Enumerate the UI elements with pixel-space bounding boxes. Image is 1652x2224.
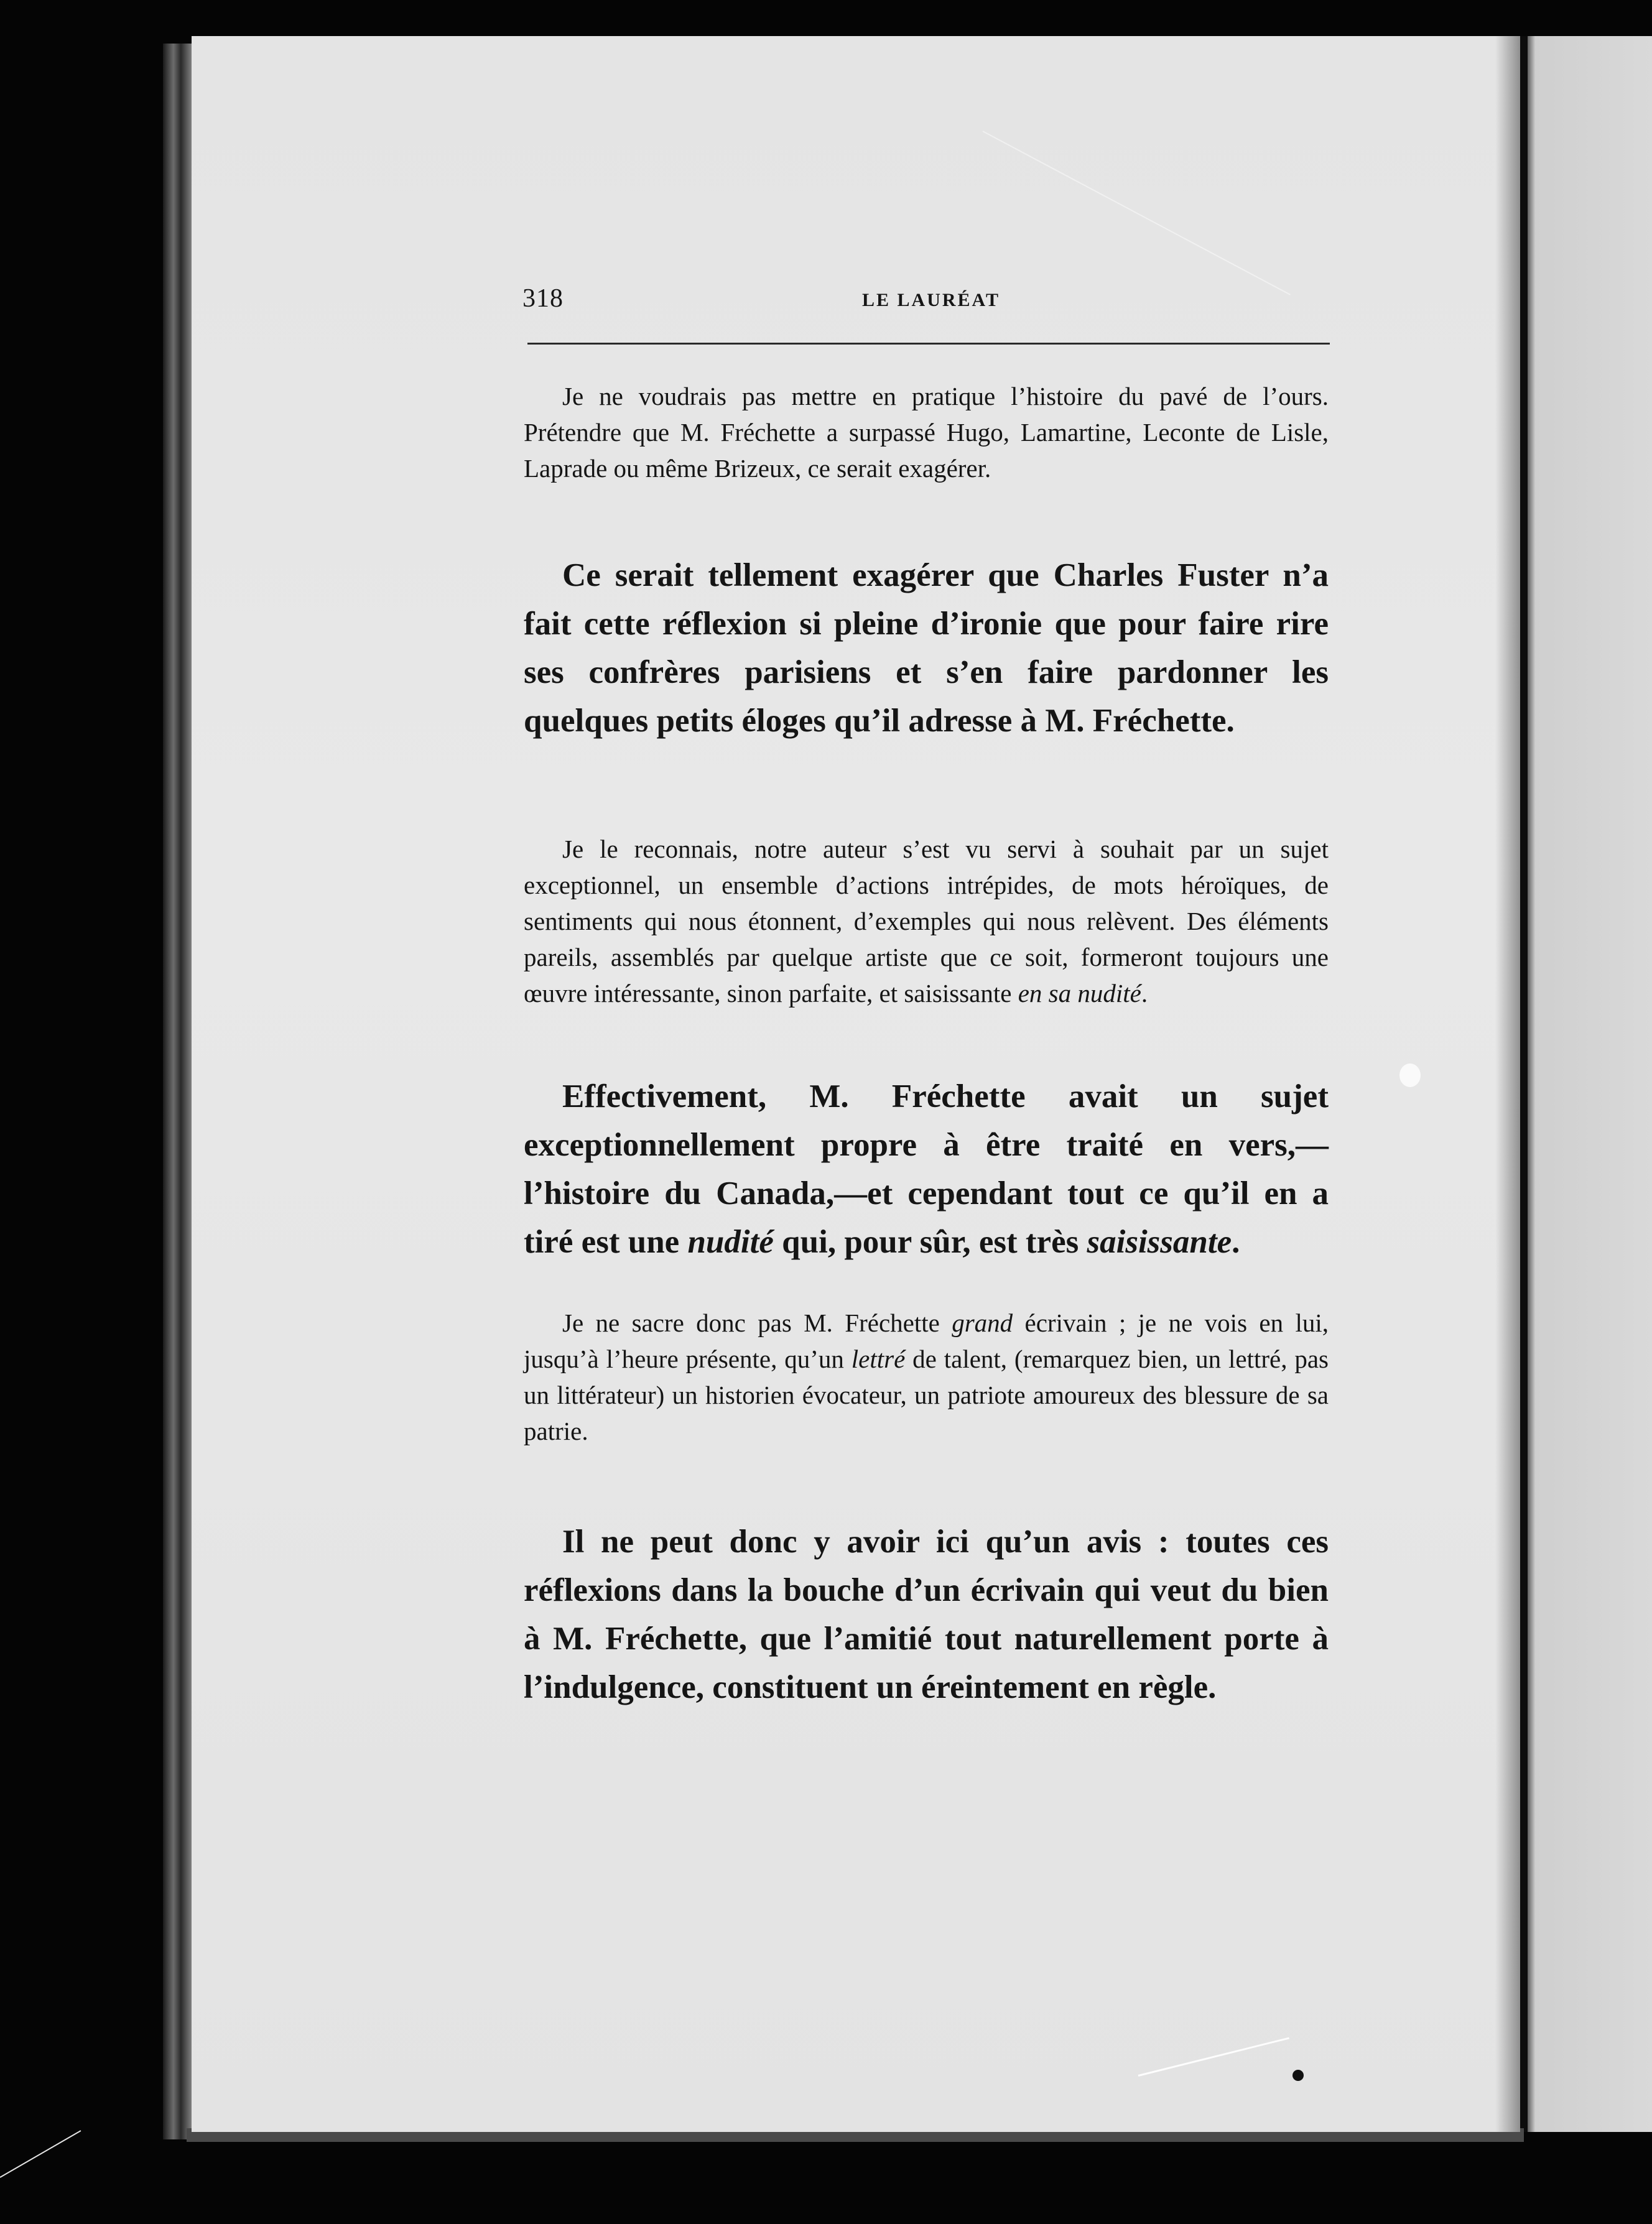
paragraph-4-italic-1: nudité (687, 1224, 774, 1260)
paragraph-4-text-2: qui, pour sûr, est très (773, 1224, 1087, 1260)
paragraph-5-text: Je ne sacre donc pas M. Fréchette (562, 1309, 952, 1337)
paragraph-2 (524, 551, 1329, 745)
page-left-edge (163, 44, 193, 2139)
page-number: 318 (522, 284, 564, 313)
paragraph-3 (524, 831, 1329, 1011)
paragraph-6-text: Il ne peut donc y avoir ici qu’un avis : toutes ces réflexions dans la bouche d’un écrivain qui veut du bien à M. Fréchette, que l’amitié tout naturellement porte à l’indulgence, constituent un éreintement en règle. (524, 1524, 1329, 1705)
paragraph-2-text: Ce serait tellement exagérer que Charles Fuster n’a fait cette réflexion si pleine d’ironie que pour faire rire ses confrères parisiens et s’en faire pardonner les quelques petits éloges qu’il adresse à M. Fréchette. (524, 557, 1329, 739)
header-rule (527, 343, 1330, 345)
paragraph-3-italic: en sa nudité (1018, 979, 1141, 1008)
paragraph-3-text: Je le reconnais, notre auteur s’est vu servi à souhait par un sujet exceptionnel, un ensemble d’actions intrépides, de mots héroïques, de sentiments qui nous étonnent, d’exemples qui nous relèvent. Des éléments pareils, assemblés par quelque artiste que ce soit, formeront toujours une œuvre intéressante, sinon parfaite, et saisissante (524, 835, 1329, 1008)
paragraph-1 (524, 378, 1329, 486)
running-header (522, 279, 1330, 316)
ink-dot (1292, 2070, 1304, 2081)
paragraph-5-text-2: écrivain ; je ne vois en lui, jusqu’à l’heure présente, qu’un (524, 1309, 1329, 1373)
paragraph-5-italic-2: lettré (851, 1345, 906, 1373)
paragraph-4-italic-2: saisissante (1087, 1224, 1232, 1260)
paragraph-5 (524, 1305, 1329, 1449)
film-speck (1399, 1063, 1421, 1087)
facing-page-edge (1525, 36, 1652, 2132)
paragraph-6 (524, 1517, 1329, 1712)
paragraph-4 (524, 1072, 1329, 1266)
paragraph-4-end: . (1232, 1224, 1240, 1260)
paragraph-5-italic-1: grand (952, 1309, 1013, 1337)
paragraph-5-end: de talent, (remarquez bien, un lettré, pas un littérateur) un historien évocateur, un patriote amoureux des blessure de sa patrie. (524, 1345, 1329, 1445)
paragraph-3-end: . (1141, 979, 1148, 1008)
film-scratch (0, 2130, 81, 2178)
paragraph-4-text: Effectivement, M. Fréchette avait un sujet exceptionnellement propre à être traité en vers,—l’histoire du Canada,—et cependant tout ce qu’il en a tiré est une (524, 1078, 1329, 1260)
page-gutter (1520, 36, 1528, 2132)
paragraph-1-text: Je ne voudrais pas mettre en pratique l’histoire du pavé de l’ours. Prétendre que M. Fréchette a surpassé Hugo, Lamartine, Leconte de Lisle, Laprade ou même Brizeux, ce serait exagérer. (524, 382, 1329, 483)
running-title: LE LAURÉAT (862, 290, 1000, 310)
